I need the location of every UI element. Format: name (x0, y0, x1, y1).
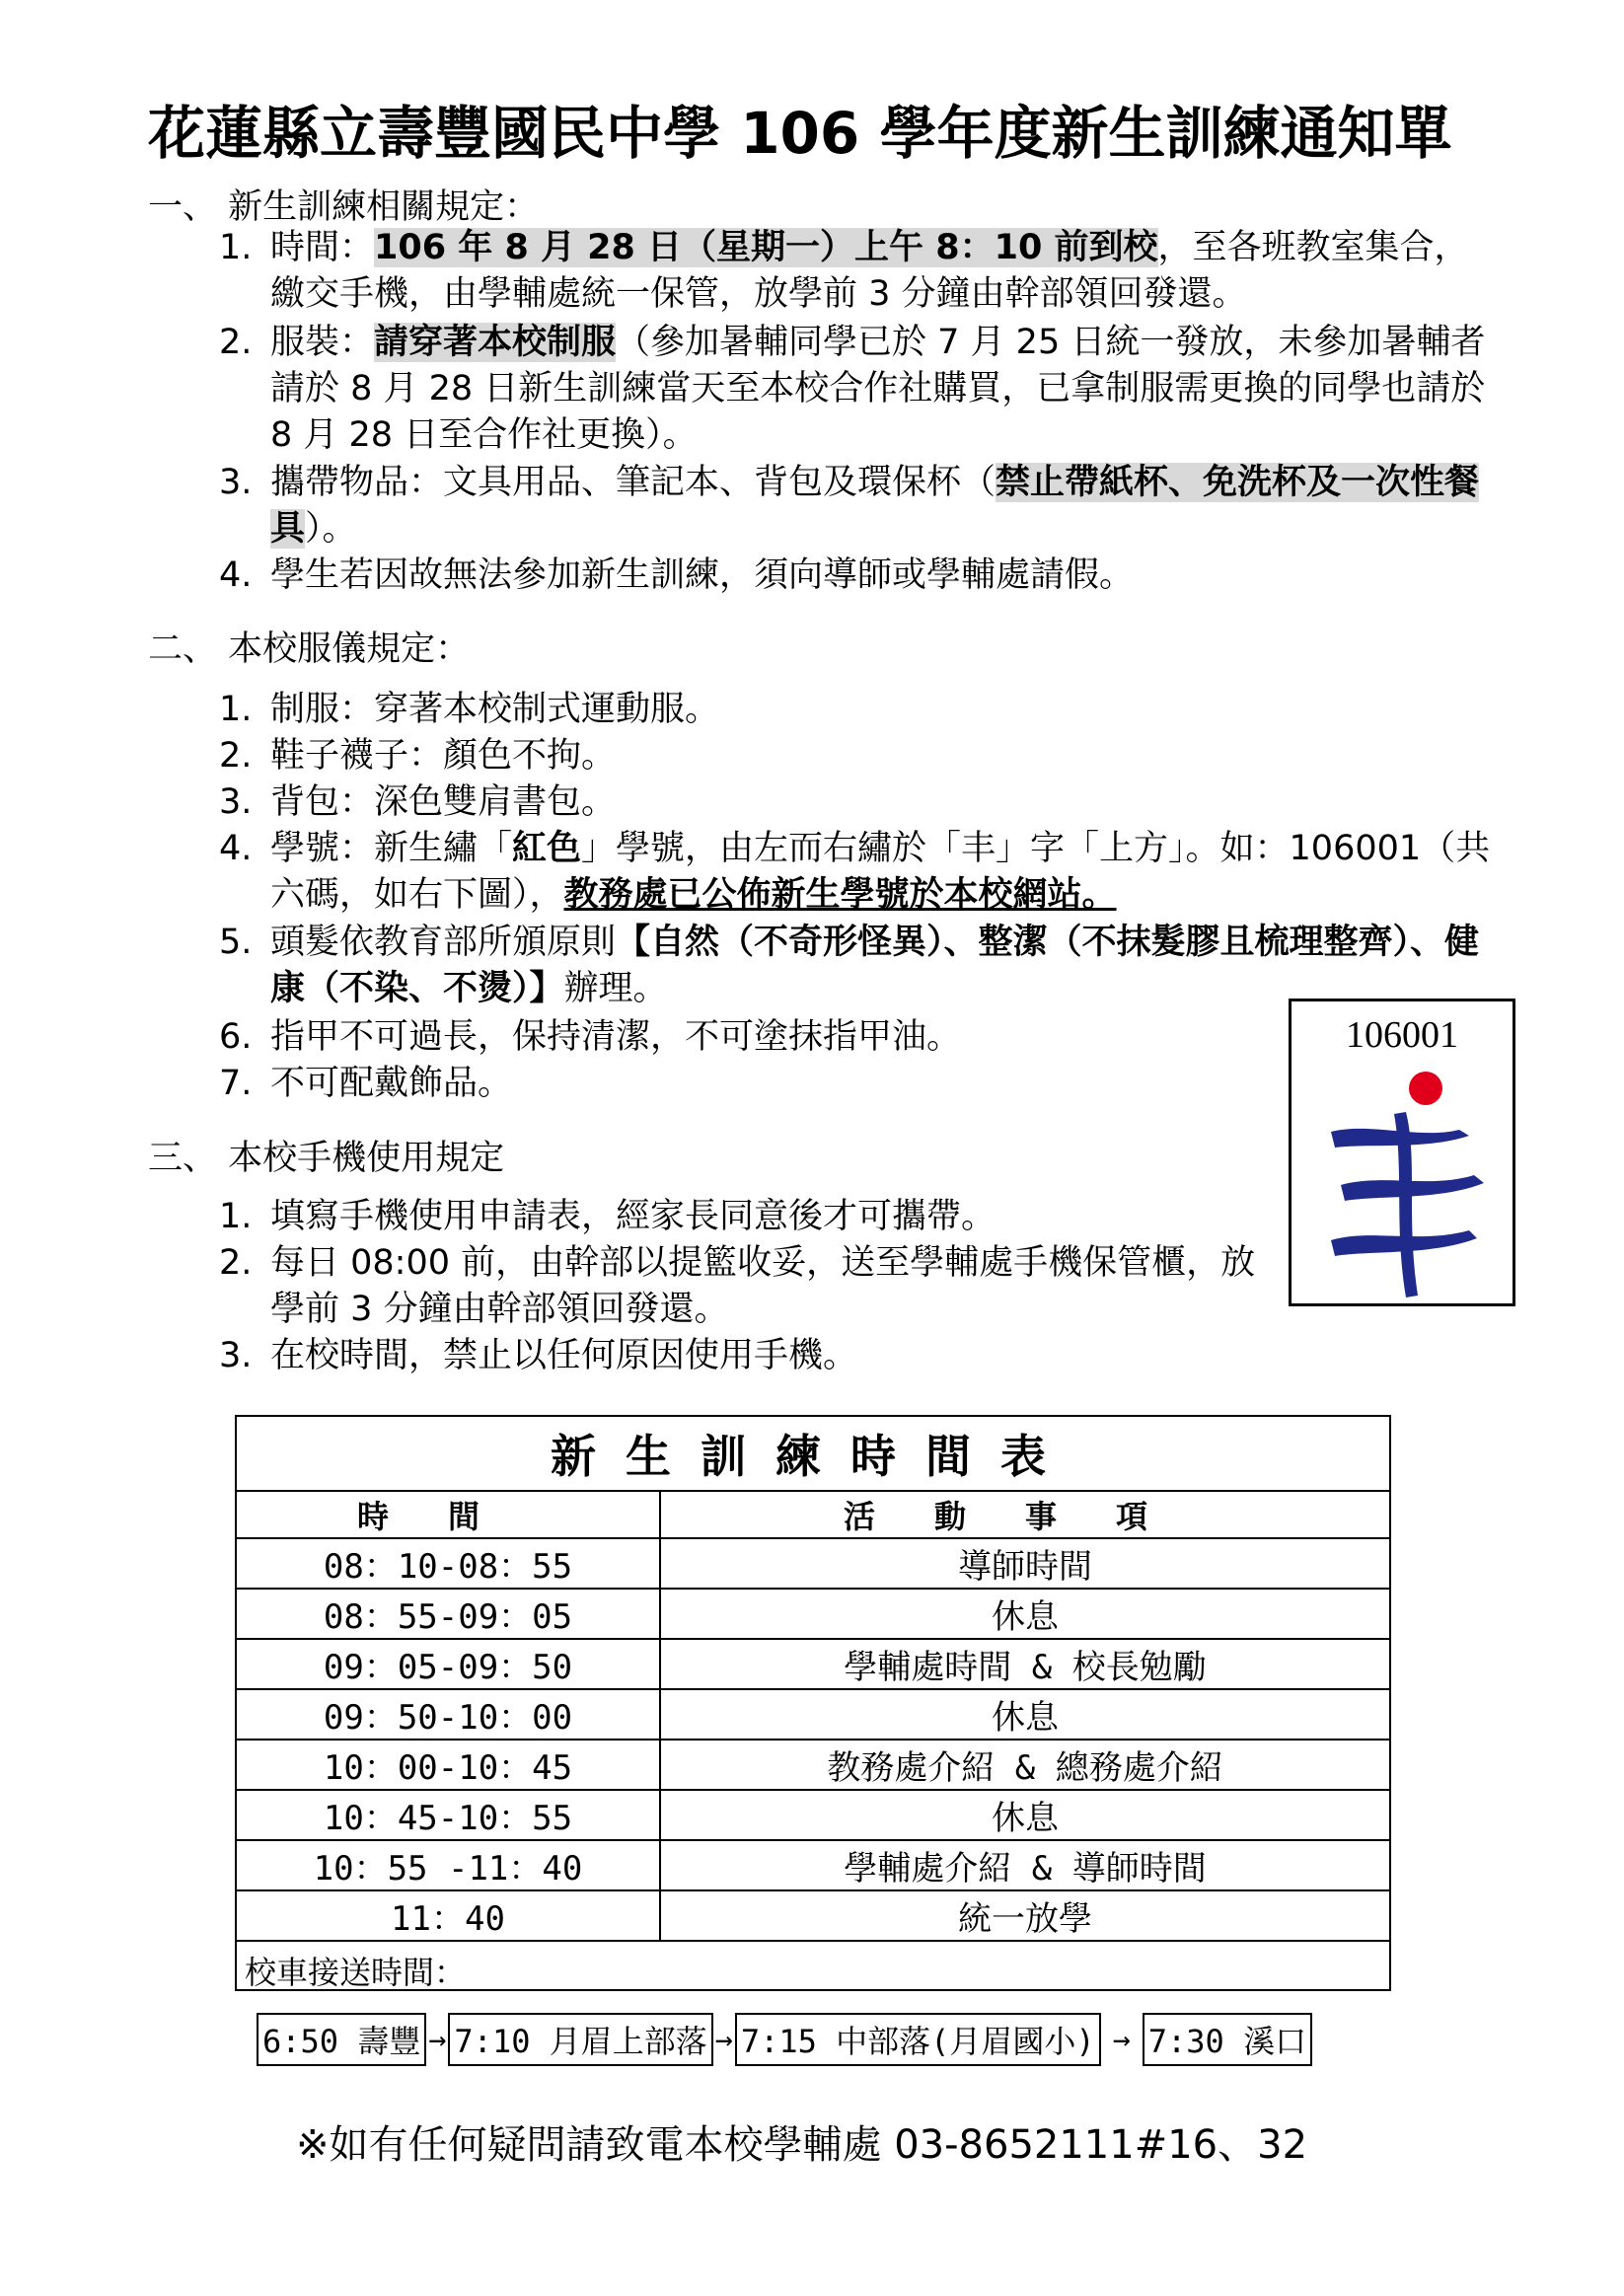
website-notice-link[interactable]: 教務處已公佈新生學號於本校網站。 (563, 875, 1117, 915)
s2-item-1 (219, 687, 1492, 733)
table-row (236, 1790, 1390, 1840)
item-number: 2. (219, 736, 253, 776)
item-text: 攜帶物品：文具用品、筆記本、背包及環保杯（ (270, 463, 997, 502)
bus-schedule-cell (236, 1941, 1390, 2060)
activity-cell: 休息 (660, 1589, 1390, 1639)
activity-cell: 休息 (660, 1689, 1390, 1740)
table-row (236, 1589, 1390, 1639)
red-dot (1409, 1072, 1442, 1105)
item-number: 3. (219, 463, 253, 502)
table-row (236, 1840, 1390, 1890)
item-text: 指甲不可過長，保持清潔，不可塗抹指甲油。 (270, 1017, 962, 1057)
section-3-heading: 三、 本校手機使用規定 (148, 1139, 505, 1178)
s1-item-2 (219, 320, 1492, 459)
item-number: 1. (219, 690, 253, 729)
highlight-text: 禁止帶紙杯、免洗杯及一次性餐具 (270, 463, 1480, 549)
item-number: 7. (219, 1064, 253, 1103)
highlight-text: 106 年 8 月 28 日（星期一）上午 8：10 前到校 (374, 228, 1158, 267)
bold-text: 【自然（不奇形怪異）、整潔（不抹髮膠且梳理整齊）、健康（不染、不燙）】 (270, 923, 1480, 1008)
s1-item-4 (219, 553, 1492, 599)
item-text: 頭髮依教育部所頒原則 (270, 923, 617, 962)
schedule-table (235, 1415, 1391, 2060)
item-number: 4. (219, 829, 253, 868)
arrow-right-icon: → (714, 2022, 733, 2057)
item-text-end: 辦理。 (563, 969, 668, 1008)
table-row (236, 1740, 1390, 1790)
school-logo-icon (1311, 1071, 1499, 1297)
time-cell: 11：40 (236, 1890, 660, 1941)
item-text: ，至各班教室集合，繳交手機，由學輔處統一保管，放學前 3 分鐘由幹部領回發還。 (270, 228, 1469, 314)
s3-item-1 (219, 1194, 1265, 1240)
time-cell: 09：05-09：50 (236, 1639, 660, 1689)
time-cell: 10：55 -11：40 (236, 1840, 660, 1890)
bus-stop: 6:50 壽豐 (257, 2013, 426, 2066)
s2-item-4 (219, 826, 1492, 919)
item-number: 3. (219, 782, 253, 822)
time-cell: 09：50-10：00 (236, 1689, 660, 1740)
activity-cell: 導師時間 (660, 1538, 1390, 1589)
time-cell: 10：45-10：55 (236, 1790, 660, 1840)
item-text: 制服：穿著本校制式運動服。 (270, 690, 720, 729)
s2-item-6 (219, 1014, 1265, 1061)
bus-stop: 7:15 中部落(月眉國小) (735, 2013, 1101, 2066)
item-text-end: ）。 (305, 509, 357, 549)
item-number: 3. (219, 1336, 253, 1375)
highlight-text: 請穿著本校制服 (374, 323, 617, 362)
item-number: 1. (219, 228, 253, 267)
student-id-example (1289, 999, 1515, 1306)
table-row (236, 1890, 1390, 1941)
item-text: 學生若因故無法參加新生訓練，須向導師或學輔處請假。 (270, 555, 1135, 595)
label: 時間： (270, 228, 375, 267)
column-header-activity: 活動事項 (660, 1491, 1390, 1538)
arrow-right-icon: → (1112, 2022, 1131, 2057)
activity-cell: 統一放學 (660, 1890, 1390, 1941)
student-id-code: 106001 (1346, 1014, 1458, 1056)
item-text: 鞋子襪子：顏色不拘。 (270, 736, 617, 776)
item-text: 填寫手機使用申請表，經家長同意後才可攜帶。 (270, 1197, 997, 1236)
section-1-heading: 一、 新生訓練相關規定： (148, 187, 540, 227)
item-number: 5. (219, 923, 253, 962)
item-text: （參加暑輔同學已於 7 月 25 日統一發放，未參加暑輔者請於 8 月 28 日新生訓練當天至本校合作社購買，已拿制服需更換的同學也請於 8 月 28 日至合作社更換）。 (270, 323, 1486, 455)
s1-item-3 (219, 460, 1492, 553)
activity-cell: 學輔處介紹 & 導師時間 (660, 1840, 1390, 1890)
table-row (236, 1689, 1390, 1740)
activity-cell: 休息 (660, 1790, 1390, 1840)
time-cell: 08：55-09：05 (236, 1589, 660, 1639)
time-cell: 10：00-10：45 (236, 1740, 660, 1790)
s2-item-2 (219, 733, 1492, 779)
item-text: 背包：深色雙肩書包。 (270, 782, 617, 822)
arrow-right-icon: → (428, 2022, 447, 2057)
bus-row (236, 1941, 1390, 1990)
table-row (236, 1538, 1390, 1589)
item-number: 2. (219, 323, 253, 362)
bus-label: 校車接送時間： (245, 1954, 467, 1991)
item-number: 4. (219, 555, 253, 595)
schedule-caption: 新生訓練時間表 (236, 1416, 1390, 1491)
label: 服裝： (270, 323, 375, 362)
table-row (236, 1639, 1390, 1689)
s2-item-7 (219, 1061, 1265, 1107)
item-number: 1. (219, 1197, 253, 1236)
bus-stop: 7:10 月眉上部落 (448, 2013, 712, 2066)
bold-text: 紅色 (512, 829, 582, 868)
activity-cell: 教務處介紹 & 總務處介紹 (660, 1740, 1390, 1790)
s1-item-1 (219, 225, 1492, 318)
section-2-heading: 二、 本校服儀規定： (148, 630, 471, 669)
activity-cell: 學輔處時間 & 校長勉勵 (660, 1639, 1390, 1689)
item-number: 2. (219, 1243, 253, 1283)
item-text: 不可配戴飾品。 (270, 1064, 513, 1103)
item-text: 學號：新生繡「 (270, 829, 513, 868)
contact-footer: ※如有任何疑問請致電本校學輔處 03-8652111#16、32 (296, 2122, 1308, 2168)
s3-item-3 (219, 1333, 1265, 1379)
bus-route (257, 2013, 1312, 2066)
document-title: 花蓮縣立壽豐國民中學 106 學年度新生訓練通知單 (148, 100, 1452, 167)
item-text: 每日 08:00 前，由幹部以提籃收妥，送至學輔處手機保管櫃，放學前 3 分鐘由幹部領回發還。 (270, 1243, 1256, 1329)
time-cell: 08：10-08：55 (236, 1538, 660, 1589)
s2-item-3 (219, 779, 1492, 826)
item-text: 在校時間，禁止以任何原因使用手機。 (270, 1336, 858, 1375)
column-header-time: 時間 (236, 1491, 660, 1538)
item-text-mid: 」學號，由左而右繡於「丰」字「上方」。如：106001（共六碼，如右下圖）， (270, 829, 1491, 915)
bus-stop: 7:30 溪口 (1143, 2013, 1312, 2066)
s3-item-2 (219, 1240, 1265, 1333)
item-number: 6. (219, 1017, 253, 1057)
